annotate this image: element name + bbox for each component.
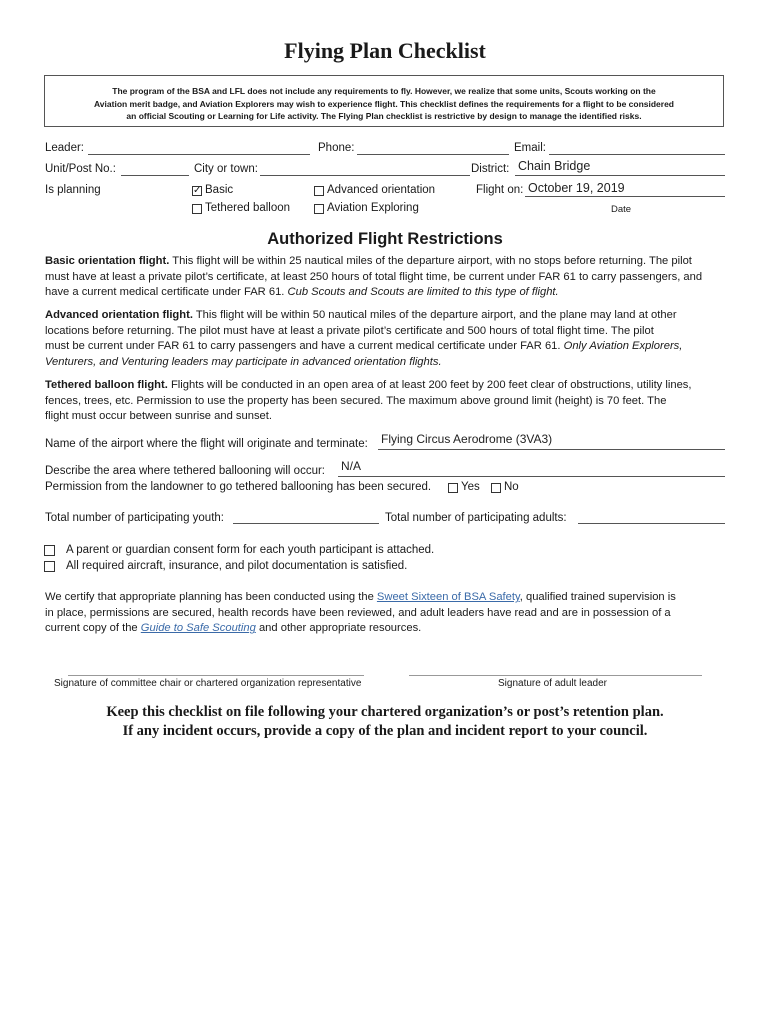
phone-label: Phone: <box>318 142 355 154</box>
youth-total-label: Total number of participating youth: <box>45 512 224 524</box>
tethered-flight-paragraph: Tethered balloon flight. Flights will be conducted in an open area of at least 200 feet by 200 feet clear of obstructions, utility lines, fences, trees, etc. Permission to use the property has been secured. The maximum above ground limit (height) is 70 feet. The flight must occur between sunrise and sunset. <box>45 379 692 423</box>
airport-label: Name of the airport where the flight will originate and terminate: <box>45 438 368 450</box>
city-field[interactable] <box>260 175 470 176</box>
permission-no-checkbox[interactable] <box>491 483 501 493</box>
basic-heading: Basic orientation flight. <box>45 255 170 267</box>
planning-label: Is planning <box>45 184 101 196</box>
leader-field[interactable] <box>88 154 310 155</box>
permission-yes-label: Yes <box>461 481 480 493</box>
leader-label: Leader: <box>45 142 85 154</box>
city-label: City or town: <box>194 163 258 175</box>
advanced-checkbox[interactable] <box>314 186 324 196</box>
phone-field[interactable] <box>357 154 509 155</box>
intro-line: Aviation merit badge, and Aviation Explorers may wish to experience flight. This checklist defines the requirements for a flight to be considered <box>93 98 675 109</box>
area-value: N/A <box>341 459 362 473</box>
page-title: Flying Plan Checklist <box>284 38 486 63</box>
tethered-option-label: Tethered balloon <box>205 202 291 214</box>
adult-leader-signature-label: Signature of adult leader <box>498 678 607 689</box>
committee-signature-label: Signature of committee chair or chartered organization representative <box>54 678 362 689</box>
adult-leader-signature-line[interactable] <box>409 675 702 676</box>
aircraft-label: All required aircraft, insurance, and pilot documentation is satisfied. <box>66 560 408 572</box>
retention-notice: Keep this checklist on file following your chartered organization’s or post’s retention plan. If any incident occurs, provide a copy of the plan and incident report to your council. <box>106 704 664 739</box>
area-field[interactable] <box>338 476 725 477</box>
district-label: District: <box>471 163 510 175</box>
area-label: Describe the area where tethered ballooning will occur: <box>45 465 325 477</box>
permission-label: Permission from the landowner to go tethered ballooning has been secured. <box>45 481 432 493</box>
email-label: Email: <box>514 142 546 154</box>
basic-option-label: Basic <box>205 184 234 196</box>
section-heading: Authorized Flight Restrictions <box>267 230 503 248</box>
unit-label: Unit/Post No.: <box>45 163 116 175</box>
adults-total-label: Total number of participating adults: <box>385 512 567 524</box>
date-caption: Date <box>611 204 632 215</box>
airport-value: Flying Circus Aerodrome (3VA3) <box>381 432 553 446</box>
tethered-checkbox[interactable] <box>192 204 202 214</box>
flight-on-label: Flight on: <box>476 184 524 196</box>
sweet-sixteen-link[interactable]: Sweet Sixteen of BSA Safety <box>376 591 520 603</box>
consent-label: A parent or guardian consent form for each youth participant is attached. <box>66 544 435 556</box>
airport-field[interactable] <box>378 449 725 450</box>
advanced-option-label: Advanced orientation <box>327 184 436 196</box>
unit-field[interactable] <box>121 175 189 176</box>
exploring-option-label: Aviation Exploring <box>327 202 419 214</box>
district-value: Chain Bridge <box>518 159 591 173</box>
advanced-flight-paragraph: Advanced orientation flight. This flight will be within 50 nautical miles of the departure airport, and the plane may land at other locations before returning. The pilot must have at least a private pilot’s certificate and 500 hours of total flight time. The pilot must be current under FAR 61 to carry passengers and have a current medical certificate under FAR 61. Only Aviation Explorers, Venturers, and Venturing leaders may participate in advanced orientation flights. <box>45 309 683 369</box>
basic-flight-paragraph: Basic orientation flight. This flight will be within 25 nautical miles of the departure airport, with no stops before returning. The pilot must have at least a private pilot’s certificate, at least 250 hours of total flight time, be current under FAR 61 to carry passengers, and have a current medical certificate under FAR 61. Cub Scouts and Scouts are limited to this type of flight. <box>45 255 703 299</box>
certification-paragraph: We certify that appropriate planning has been conducted using the Sweet Sixteen of BSA Safety, qualified trained supervision is in place, permissions are secured, health records have been reviewed, and adult leaders have read and are in possession of a current copy of the Guide to Safe Scouting and other appropriate resources. <box>45 591 676 635</box>
intro-line: an official Scouting or Learning for Life activity. The Flying Plan checklist is restrictive by design to manage the identified risks. <box>126 111 642 121</box>
district-field[interactable] <box>515 175 725 176</box>
basic-checkbox[interactable] <box>192 186 202 196</box>
permission-yes-checkbox[interactable] <box>448 483 458 493</box>
consent-checkbox[interactable] <box>44 545 55 556</box>
aircraft-checkbox[interactable] <box>44 561 55 572</box>
intro-box <box>44 75 724 127</box>
adults-total-field[interactable] <box>578 523 725 524</box>
flight-date-field[interactable] <box>525 196 725 197</box>
committee-signature-line[interactable] <box>68 675 364 676</box>
email-field[interactable] <box>549 154 725 155</box>
check-icon: ✓ <box>193 185 202 196</box>
tethered-heading: Tethered balloon flight. <box>45 379 168 391</box>
intro-line: The program of the BSA and LFL does not include any requirements to fly. However, we realize that some units, Scouts working on the <box>112 86 656 96</box>
advanced-heading: Advanced orientation flight. <box>45 309 193 321</box>
youth-total-field[interactable] <box>233 523 379 524</box>
exploring-checkbox[interactable] <box>314 204 324 214</box>
permission-no-label: No <box>504 481 519 493</box>
guide-to-safe-scouting-link[interactable]: Guide to Safe Scouting <box>140 622 256 635</box>
flight-date-value: October 19, 2019 <box>528 181 625 195</box>
